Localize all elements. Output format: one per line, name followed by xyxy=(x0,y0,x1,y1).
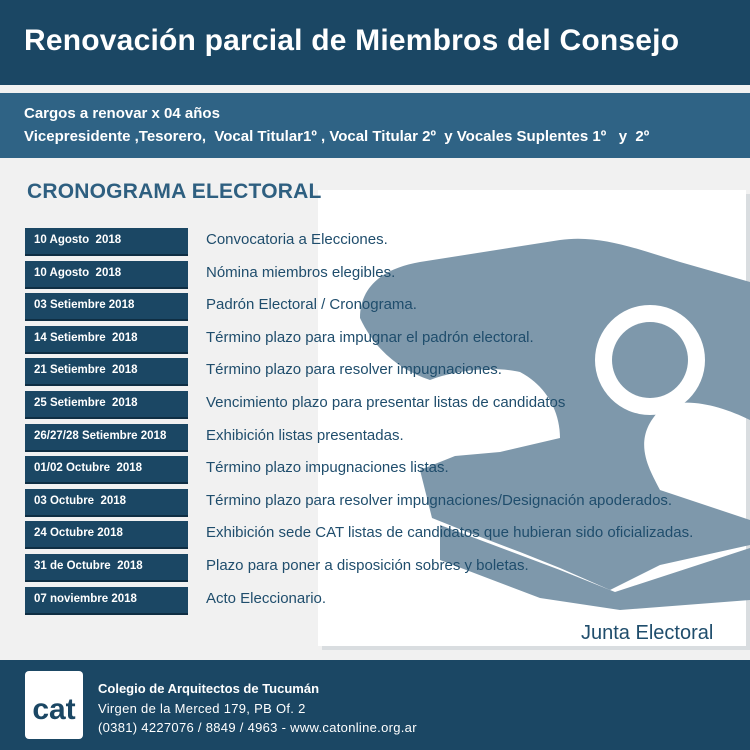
date-badge xyxy=(25,554,188,582)
date-badge xyxy=(25,456,188,484)
schedule-row xyxy=(0,521,750,549)
date-label: 03 Octubre 2018 xyxy=(34,495,127,507)
event-label: Término plazo para resolver impugnaciones/Designación apoderados. xyxy=(206,492,673,509)
schedule-row xyxy=(0,554,750,582)
event-label: Exhibición sede CAT listas de candidatos que hubieran sido oficializadas. xyxy=(206,524,694,541)
date-badge xyxy=(25,261,188,289)
date-label: 24 Octubre 2018 xyxy=(34,527,123,539)
schedule-row xyxy=(0,391,750,419)
schedule-row xyxy=(0,326,750,354)
date-label: 25 Setiembre 2018 xyxy=(34,397,138,409)
schedule-row xyxy=(0,587,750,615)
schedule-row xyxy=(0,228,750,256)
date-badge xyxy=(25,293,188,321)
event-label: Término plazo impugnaciones listas. xyxy=(206,459,449,476)
signature-junta-electoral: Junta Electoral xyxy=(581,622,714,644)
footer xyxy=(0,660,750,750)
schedule-row xyxy=(0,293,750,321)
date-badge xyxy=(25,228,188,256)
date-label: 21 Setiembre 2018 xyxy=(34,364,138,376)
positions-term: Cargos a renovar x 04 años xyxy=(24,105,220,122)
event-label: Plazo para poner a disposición sobres y boletas. xyxy=(206,557,529,574)
date-badge xyxy=(25,424,188,452)
date-badge xyxy=(25,489,188,517)
date-label: 31 de Octubre 2018 xyxy=(34,560,143,572)
org-name: Colegio de Arquitectos de Tucumán xyxy=(98,681,320,696)
org-address: Virgen de la Merced 179, PB Of. 2 xyxy=(98,701,306,716)
date-label: 10 Agosto 2018 xyxy=(34,267,122,279)
date-badge xyxy=(25,587,188,615)
date-badge xyxy=(25,358,188,386)
schedule-title: CRONOGRAMA ELECTORAL xyxy=(27,180,322,203)
event-label: Término plazo para impugnar el padrón electoral. xyxy=(206,329,534,346)
event-label: Acto Eleccionario. xyxy=(206,590,327,607)
event-label: Término plazo para resolver impugnaciones. xyxy=(206,361,502,378)
schedule-row xyxy=(0,456,750,484)
date-badge xyxy=(25,326,188,354)
date-label: 10 Agosto 2018 xyxy=(34,234,122,246)
page-title: Renovación parcial de Miembros del Consejo xyxy=(24,24,680,57)
cat-logo xyxy=(25,671,83,739)
schedule-row xyxy=(0,489,750,517)
date-badge xyxy=(25,521,188,549)
date-label: 14 Setiembre 2018 xyxy=(34,332,138,344)
date-label: 26/27/28 Setiembre 2018 xyxy=(34,430,167,442)
event-label: Vencimiento plazo para presentar listas de candidatos xyxy=(206,394,566,411)
logo-text: cat xyxy=(32,693,76,726)
event-label: Nómina miembros elegibles. xyxy=(206,264,396,281)
positions-list: Vicepresidente ,Tesorero, Vocal Titular1º , Vocal Titular 2º y Vocales Suplentes 1º y 2º xyxy=(24,128,650,145)
schedule-row xyxy=(0,358,750,386)
date-label: 01/02 Octubre 2018 xyxy=(34,462,143,474)
org-contact: (0381) 4227076 / 8849 / 4963 - www.catonline.org.ar xyxy=(98,720,417,735)
schedule-row xyxy=(0,261,750,289)
date-badge xyxy=(25,391,188,419)
schedule-row xyxy=(0,424,750,452)
event-label: Convocatoria a Elecciones. xyxy=(206,231,388,248)
date-label: 07 noviembre 2018 xyxy=(34,593,137,605)
date-label: 03 Setiembre 2018 xyxy=(34,299,135,311)
event-label: Padrón Electoral / Cronograma. xyxy=(206,296,417,313)
event-label: Exhibición listas presentadas. xyxy=(206,427,404,444)
